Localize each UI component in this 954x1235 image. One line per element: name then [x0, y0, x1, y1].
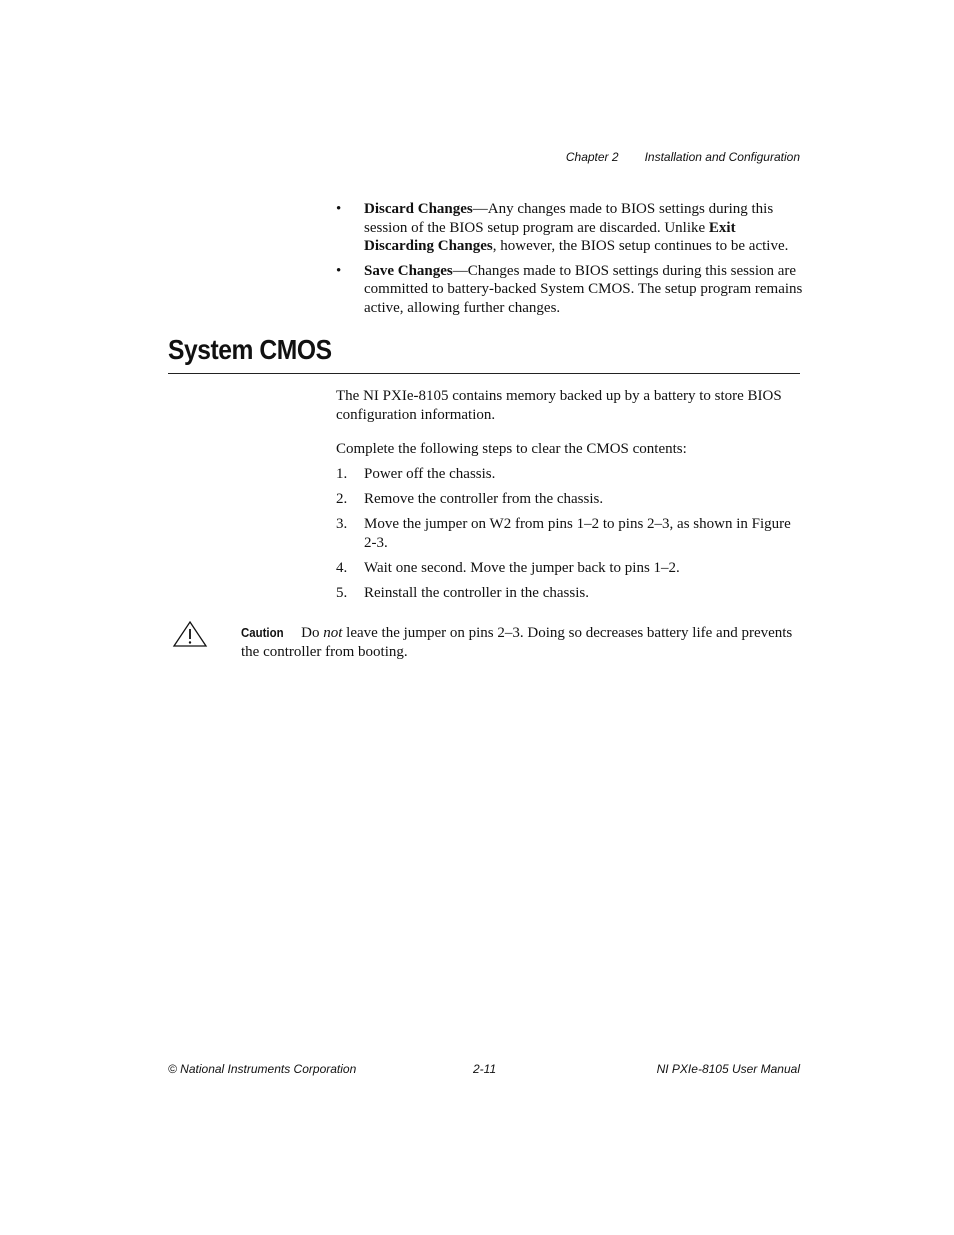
- discard-changes-text-end: , however, the BIOS setup continues to be active.: [492, 238, 789, 255]
- list-item-discard-changes: [336, 200, 806, 256]
- step-number: 3.: [336, 515, 348, 532]
- list-item: [336, 559, 806, 578]
- term-save-changes: Save Changes: [364, 262, 453, 279]
- footer-manual-title: NI PXIe-8105 User Manual: [656, 1062, 800, 1076]
- warning-triangle-icon: [172, 620, 208, 648]
- caution-text-start: Do: [301, 625, 324, 641]
- step-text: Wait one second. Move the jumper back to pins 1–2.: [364, 559, 680, 576]
- header-chapter: Chapter 2: [565, 150, 619, 164]
- footer-page-number: 2-11: [473, 1062, 497, 1076]
- steps-intro-paragraph: Complete the following steps to clear the CMOS contents:: [336, 441, 687, 457]
- list-item: [336, 465, 806, 484]
- footer-copyright: © National Instruments Corporation: [168, 1062, 357, 1076]
- step-number: 4.: [336, 559, 348, 576]
- step-text: Power off the chassis.: [364, 466, 496, 482]
- term-exit-discarding-changes: Exit Discarding Changes: [364, 219, 736, 255]
- steps-list: [336, 465, 806, 609]
- step-text: Remove the controller from the chassis.: [364, 490, 604, 507]
- step-text: Reinstall the controller in the chassis.: [364, 584, 589, 601]
- bullet-icon: •: [336, 262, 342, 279]
- intro-paragraph: The NI PXIe-8105 contains memory backed up by a battery to store BIOS configuration information.: [336, 388, 782, 423]
- list-item: [336, 584, 806, 603]
- term-discard-changes: Discard Changes: [364, 201, 473, 217]
- header-section: Installation and Configuration: [644, 150, 800, 164]
- caution-note: [241, 624, 806, 661]
- list-item: [336, 490, 806, 509]
- caution-emphasis: not: [323, 625, 343, 641]
- list-item: [336, 515, 806, 552]
- step-number: 5.: [336, 584, 348, 601]
- step-text: Move the jumper on W2 from pins 1–2 to pins 2–3, as shown in Figure 2-3.: [364, 515, 791, 551]
- save-changes-text: —Changes made to BIOS settings during this session are committed to battery-backed System CMOS. The setup program remains active, allowing further changes.: [364, 262, 803, 316]
- step-number: 1.: [336, 466, 348, 482]
- running-header: [566, 150, 800, 164]
- bullet-icon: •: [336, 201, 342, 217]
- step-number: 2.: [336, 490, 348, 507]
- discard-changes-text: —Any changes made to BIOS settings during this session of the BIOS setup program are discarded. Unlike: [364, 201, 774, 236]
- caution-text-end: leave the jumper on pins 2–3. Doing so decreases battery life and prevents the controller from booting.: [241, 625, 793, 660]
- section-title: System CMOS: [168, 334, 332, 365]
- list-item-save-changes: [336, 262, 806, 318]
- bios-options-list: [336, 200, 806, 324]
- title-divider: [168, 373, 800, 374]
- caution-label: Caution: [241, 625, 284, 640]
